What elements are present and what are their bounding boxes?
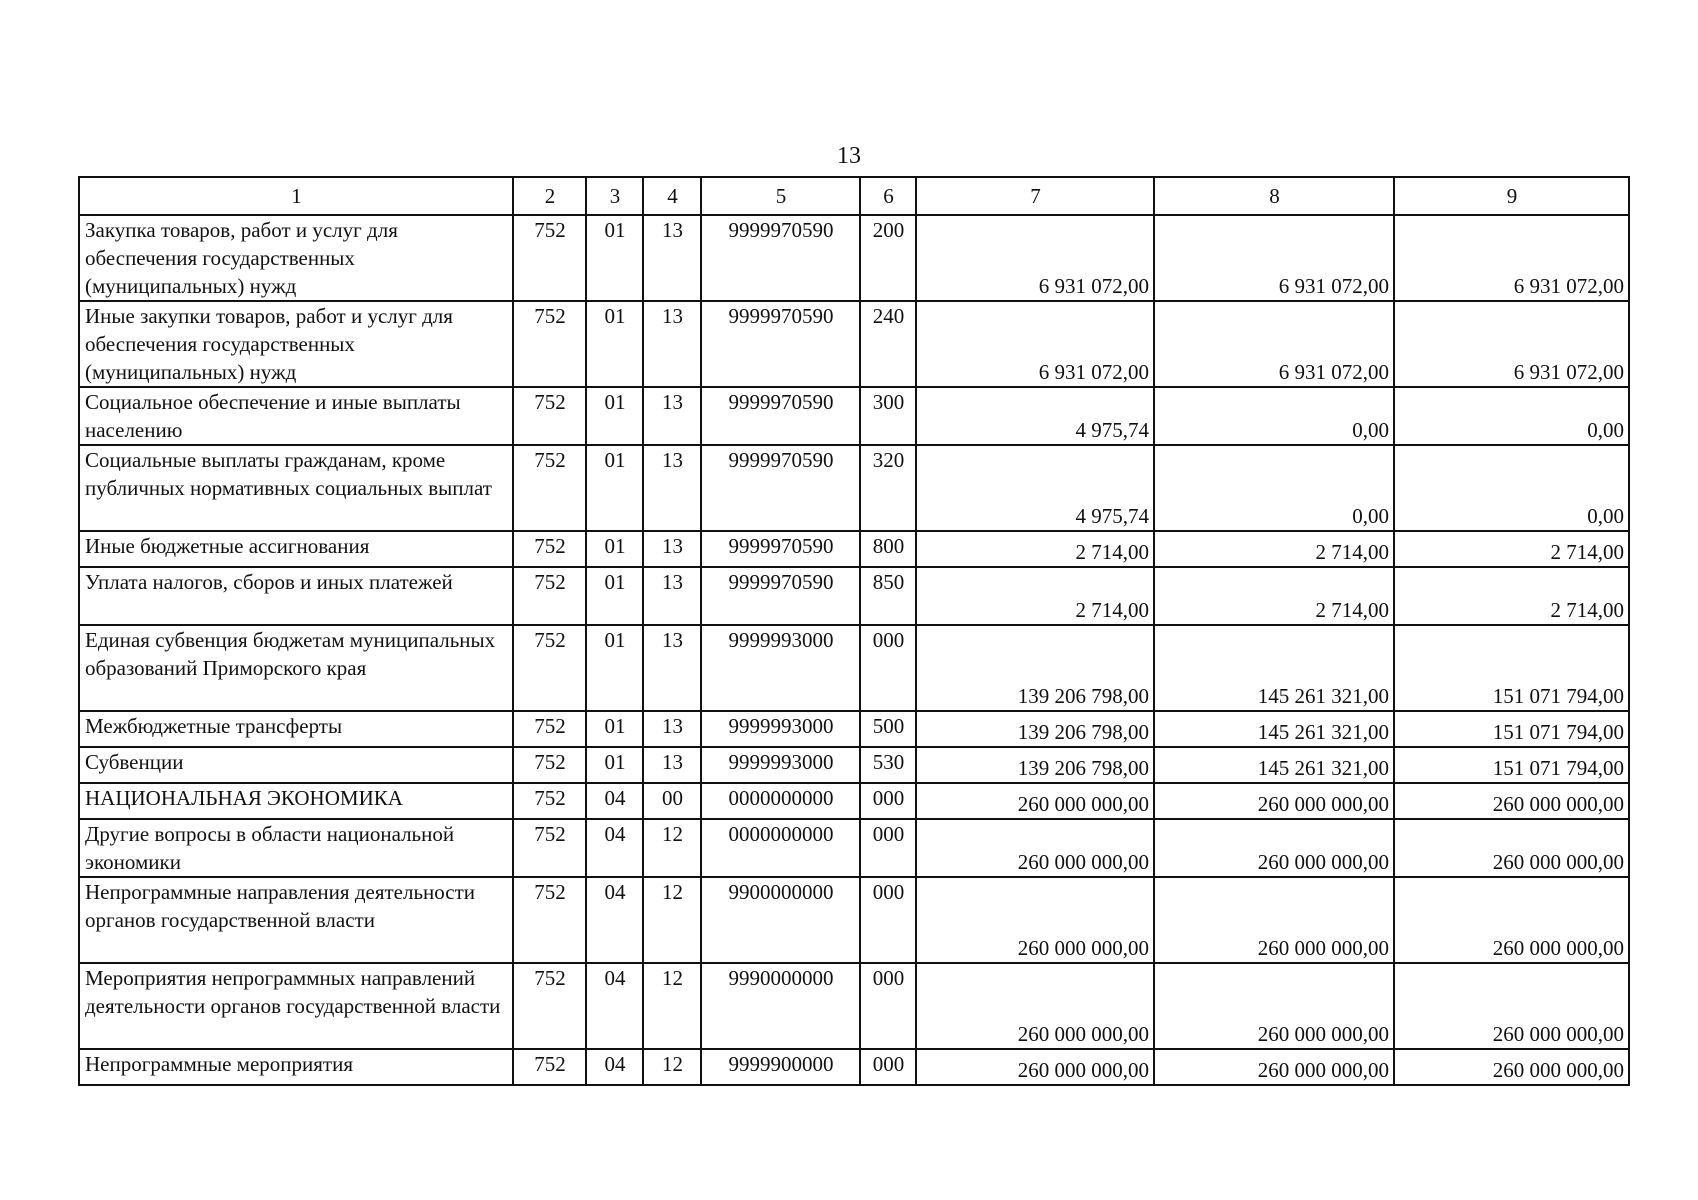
target-article-code: 9990000000: [701, 963, 860, 1049]
section-code: 01: [586, 445, 643, 531]
budget-item-name: Межбюджетные трансферты: [79, 711, 513, 747]
expense-type-code: 000: [860, 963, 916, 1049]
section-code: 01: [586, 567, 643, 625]
amount-year-1: 139 206 798,00: [916, 625, 1154, 711]
amount-year-2: 2 714,00: [1154, 567, 1394, 625]
table-row: [79, 625, 1629, 711]
budget-item-name: Непрограммные направления деятельности органов государственной власти: [79, 877, 513, 963]
subsection-code: 13: [643, 625, 701, 711]
subsection-code: 13: [643, 567, 701, 625]
expense-type-code: 000: [860, 625, 916, 711]
amount-year-1: 260 000 000,00: [916, 1049, 1154, 1085]
amount-year-2: 260 000 000,00: [1154, 819, 1394, 877]
section-code: 04: [586, 819, 643, 877]
target-article-code: 9999970590: [701, 387, 860, 445]
amount-year-2: 145 261 321,00: [1154, 711, 1394, 747]
column-header: 4: [643, 177, 701, 215]
amount-year-2: 260 000 000,00: [1154, 877, 1394, 963]
budget-item-name: Субвенции: [79, 747, 513, 783]
amount-year-1: 260 000 000,00: [916, 783, 1154, 819]
expense-type-code: 500: [860, 711, 916, 747]
amount-year-3: 260 000 000,00: [1394, 877, 1629, 963]
amount-year-1: 260 000 000,00: [916, 963, 1154, 1049]
amount-year-3: 0,00: [1394, 445, 1629, 531]
budget-item-name: Иные бюджетные ассигнования: [79, 531, 513, 567]
column-header: 1: [79, 177, 513, 215]
target-article-code: 9999970590: [701, 445, 860, 531]
column-header: 7: [916, 177, 1154, 215]
section-code: 01: [586, 711, 643, 747]
amount-year-2: 260 000 000,00: [1154, 963, 1394, 1049]
column-header: 2: [513, 177, 586, 215]
budget-item-name: Другие вопросы в области национальной экономики: [79, 819, 513, 877]
subsection-code: 13: [643, 445, 701, 531]
ministry-code: 752: [513, 445, 586, 531]
target-article-code: 9900000000: [701, 877, 860, 963]
expense-type-code: 850: [860, 567, 916, 625]
table-row: [79, 531, 1629, 567]
ministry-code: 752: [513, 531, 586, 567]
table-row: [79, 215, 1629, 301]
amount-year-2: 260 000 000,00: [1154, 783, 1394, 819]
ministry-code: 752: [513, 819, 586, 877]
section-code: 01: [586, 215, 643, 301]
amount-year-2: 260 000 000,00: [1154, 1049, 1394, 1085]
table-row: [79, 445, 1629, 531]
subsection-code: 00: [643, 783, 701, 819]
table-row: [79, 1049, 1629, 1085]
budget-item-name: Уплата налогов, сборов и иных платежей: [79, 567, 513, 625]
ministry-code: 752: [513, 783, 586, 819]
amount-year-1: 2 714,00: [916, 567, 1154, 625]
expense-type-code: 320: [860, 445, 916, 531]
amount-year-1: 4 975,74: [916, 445, 1154, 531]
amount-year-3: 2 714,00: [1394, 531, 1629, 567]
amount-year-3: 151 071 794,00: [1394, 747, 1629, 783]
amount-year-3: 6 931 072,00: [1394, 301, 1629, 387]
expense-type-code: 000: [860, 877, 916, 963]
section-code: 04: [586, 783, 643, 819]
amount-year-3: 6 931 072,00: [1394, 215, 1629, 301]
amount-year-2: 2 714,00: [1154, 531, 1394, 567]
expense-type-code: 000: [860, 819, 916, 877]
target-article-code: 9999970590: [701, 301, 860, 387]
table-row: [79, 963, 1629, 1049]
target-article-code: 0000000000: [701, 783, 860, 819]
target-article-code: 9999970590: [701, 215, 860, 301]
amount-year-3: 151 071 794,00: [1394, 711, 1629, 747]
budget-item-name: Социальное обеспечение и иные выплаты населению: [79, 387, 513, 445]
target-article-code: 9999970590: [701, 531, 860, 567]
amount-year-3: 260 000 000,00: [1394, 963, 1629, 1049]
ministry-code: 752: [513, 711, 586, 747]
column-header: 5: [701, 177, 860, 215]
subsection-code: 13: [643, 711, 701, 747]
subsection-code: 13: [643, 301, 701, 387]
target-article-code: 9999993000: [701, 711, 860, 747]
budget-table: [78, 176, 1630, 1086]
column-number-row: [79, 177, 1629, 215]
amount-year-3: 151 071 794,00: [1394, 625, 1629, 711]
column-header: 9: [1394, 177, 1629, 215]
ministry-code: 752: [513, 963, 586, 1049]
subsection-code: 12: [643, 877, 701, 963]
ministry-code: 752: [513, 747, 586, 783]
budget-item-name: НАЦИОНАЛЬНАЯ ЭКОНОМИКА: [79, 783, 513, 819]
amount-year-2: 0,00: [1154, 387, 1394, 445]
section-code: 04: [586, 963, 643, 1049]
table-row: [79, 301, 1629, 387]
expense-type-code: 000: [860, 783, 916, 819]
expense-type-code: 300: [860, 387, 916, 445]
amount-year-2: 145 261 321,00: [1154, 625, 1394, 711]
subsection-code: 12: [643, 1049, 701, 1085]
amount-year-1: 260 000 000,00: [916, 877, 1154, 963]
target-article-code: 9999900000: [701, 1049, 860, 1085]
amount-year-1: 4 975,74: [916, 387, 1154, 445]
amount-year-1: 6 931 072,00: [916, 301, 1154, 387]
amount-year-2: 145 261 321,00: [1154, 747, 1394, 783]
amount-year-2: 0,00: [1154, 445, 1394, 531]
expense-type-code: 240: [860, 301, 916, 387]
page-number: 13: [837, 143, 861, 169]
subsection-code: 13: [643, 215, 701, 301]
budget-item-name: Закупка товаров, работ и услуг для обеспечения государственных (муниципальных) нужд: [79, 215, 513, 301]
subsection-code: 12: [643, 963, 701, 1049]
section-code: 01: [586, 747, 643, 783]
table-row: [79, 783, 1629, 819]
budget-item-name: Единая субвенция бюджетам муниципальных образований Приморского края: [79, 625, 513, 711]
table-row: [79, 747, 1629, 783]
amount-year-2: 6 931 072,00: [1154, 301, 1394, 387]
amount-year-1: 139 206 798,00: [916, 711, 1154, 747]
section-code: 01: [586, 387, 643, 445]
subsection-code: 13: [643, 531, 701, 567]
ministry-code: 752: [513, 567, 586, 625]
ministry-code: 752: [513, 877, 586, 963]
amount-year-3: 260 000 000,00: [1394, 783, 1629, 819]
target-article-code: 9999970590: [701, 567, 860, 625]
section-code: 01: [586, 625, 643, 711]
budget-item-name: Мероприятия непрограммных направлений деятельности органов государственной власти: [79, 963, 513, 1049]
target-article-code: 9999993000: [701, 625, 860, 711]
amount-year-2: 6 931 072,00: [1154, 215, 1394, 301]
subsection-code: 12: [643, 819, 701, 877]
expense-type-code: 200: [860, 215, 916, 301]
expense-type-code: 800: [860, 531, 916, 567]
amount-year-1: 6 931 072,00: [916, 215, 1154, 301]
amount-year-1: 260 000 000,00: [916, 819, 1154, 877]
subsection-code: 13: [643, 747, 701, 783]
budget-item-name: Иные закупки товаров, работ и услуг для обеспечения государственных (муниципальных) нужд: [79, 301, 513, 387]
table-row: [79, 877, 1629, 963]
amount-year-1: 2 714,00: [916, 531, 1154, 567]
amount-year-3: 0,00: [1394, 387, 1629, 445]
table-row: [79, 387, 1629, 445]
column-header: 6: [860, 177, 916, 215]
column-header: 8: [1154, 177, 1394, 215]
amount-year-3: 260 000 000,00: [1394, 819, 1629, 877]
section-code: 04: [586, 877, 643, 963]
ministry-code: 752: [513, 301, 586, 387]
table-row: [79, 711, 1629, 747]
ministry-code: 752: [513, 387, 586, 445]
expense-type-code: 530: [860, 747, 916, 783]
section-code: 04: [586, 1049, 643, 1085]
ministry-code: 752: [513, 1049, 586, 1085]
amount-year-1: 139 206 798,00: [916, 747, 1154, 783]
amount-year-3: 260 000 000,00: [1394, 1049, 1629, 1085]
subsection-code: 13: [643, 387, 701, 445]
target-article-code: 0000000000: [701, 819, 860, 877]
table-row: [79, 567, 1629, 625]
section-code: 01: [586, 301, 643, 387]
amount-year-3: 2 714,00: [1394, 567, 1629, 625]
target-article-code: 9999993000: [701, 747, 860, 783]
ministry-code: 752: [513, 625, 586, 711]
budget-item-name: Непрограммные мероприятия: [79, 1049, 513, 1085]
expense-type-code: 000: [860, 1049, 916, 1085]
section-code: 01: [586, 531, 643, 567]
budget-item-name: Социальные выплаты гражданам, кроме публичных нормативных социальных выплат: [79, 445, 513, 531]
ministry-code: 752: [513, 215, 586, 301]
column-header: 3: [586, 177, 643, 215]
table-body: [79, 177, 1629, 1085]
table-row: [79, 819, 1629, 877]
